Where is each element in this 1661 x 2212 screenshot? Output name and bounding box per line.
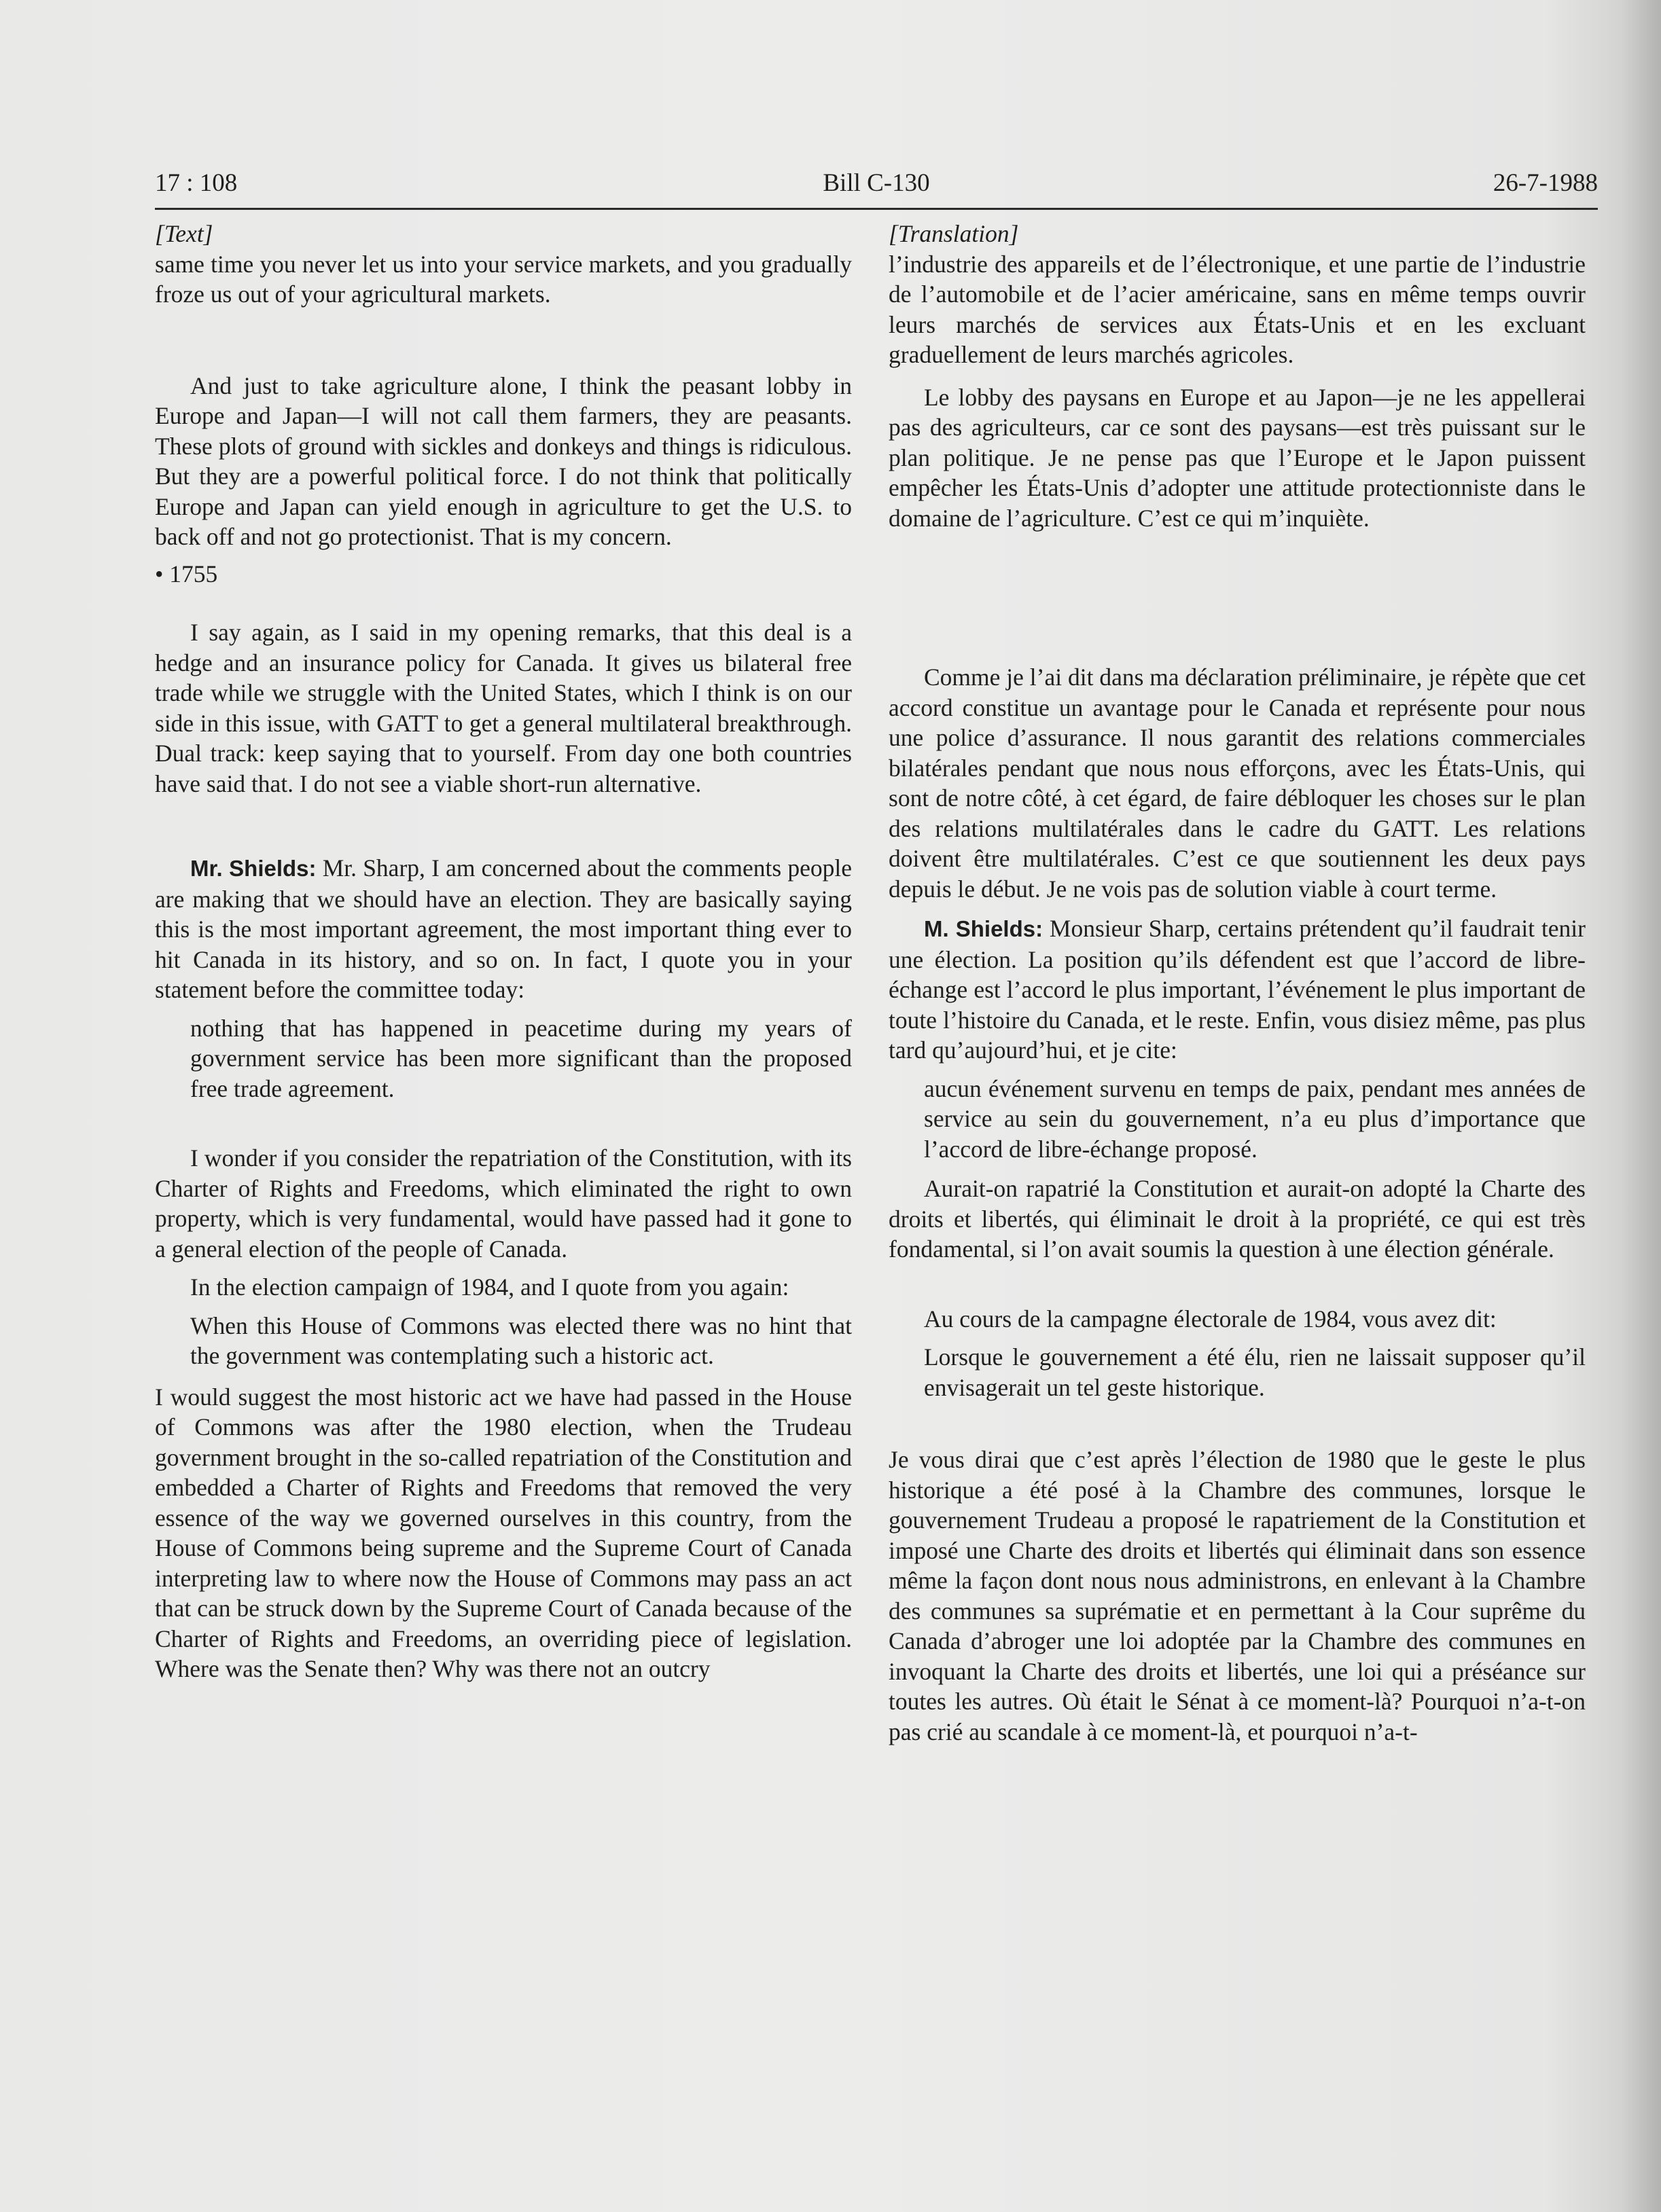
text-label: [Text] xyxy=(155,220,213,247)
paragraph: Aurait-on rapatrié la Constitution et aurait-on adopté la Charte des droits et libertés, qui éliminait le droit à la propriété, ce qui est très fondamental, si l’on avait soumis la question à une élection générale. xyxy=(889,1175,1586,1263)
paragraph: I would suggest the most historic act we have had passed in the House of Commons was after the 1980 election, when the Trudeau government brought in the so-called repatriation of the Constitution and embedded a Charter of Rights and Freedoms that removed the very essence of the way we governed ourselves in this country, from the House of Commons being supreme and the Supreme Court of Canada interpreting law to where now the House of Commons may pass an act that can be struck down by the Supreme Court of Canada because of the Charter of Rights and Freedoms, an overriding piece of legislation. Where was the Senate then? Why was there not an outcry xyxy=(155,1383,852,1682)
paragraph: Le lobby des paysans en Europe et au Japon—je ne les appellerai pas des agriculteurs, car ce sont des paysans—est très puissant sur le plan politique. Je ne pense pas que l’Europe et le Japon puissent empêcher les États-Unis d’adopter une attitude protectionniste dans le domaine de l’agriculture. C’est ce qui m’inquiète. xyxy=(889,383,1586,532)
page-number: 17 : 108 xyxy=(155,169,238,197)
paragraph-shields xyxy=(155,853,852,1005)
page-header xyxy=(155,168,1598,209)
paragraph: I say again, as I said in my opening remarks, that this deal is a hedge and an insurance policy for Canada. It gives us bilateral free trade while we struggle with the United States, which I think is on our side in this issue, with GATT to get a general multilateral breakthrough. Dual track: keep saying that to yourself. From day one both countries have said that. I do not see a viable short-run alternative. xyxy=(155,619,852,797)
english-column xyxy=(155,219,852,1684)
speaker-text: Monsieur Sharp, certains prétendent qu’il faudrait tenir une élection. La position qu’ils défendent est que l’accord de libre-échange est l’accord le plus important, l’événement le plus important de toute l’histoire du Canada, et le reste. Enfin, vous disiez même, pas plus tard qu’aujourd’hui, et je cite: xyxy=(889,915,1586,1064)
page-edge-shadow xyxy=(1620,0,1661,2212)
paragraph: In the election campaign of 1984, and I quote from you again: xyxy=(190,1273,789,1301)
speaker-name: M. Shields: xyxy=(924,916,1043,941)
french-column xyxy=(889,219,1586,1747)
timestamp: • 1755 xyxy=(155,560,218,587)
paragraph: Au cours de la campagne électorale de 1984, vous avez dit: xyxy=(924,1305,1497,1332)
block-quote: aucun événement survenu en temps de paix, pendant mes années de service au sein du gouvernement, n’a eu plus d’importance que l’accord de libre-échange proposé. xyxy=(924,1074,1586,1163)
paragraph: Comme je l’ai dit dans ma déclaration préliminaire, je répète que cet accord constitue un avantage pour le Canada et représente pour nous une police d’assurance. Il nous garantit des relations commerciales bilatérales pendant que nous nous efforçons, avec les États-Unis, qui sont de notre côté, à cet égard, de faire débloquer les choses sur le plan des relations multilatérales dans le cadre du GATT. Les relations doivent être multilatérales. C’est ce que soutiennent les deux pays depuis le début. Je ne vois pas de solution viable à court terme. xyxy=(889,664,1586,903)
bill-title: Bill C-130 xyxy=(823,169,930,197)
paragraph: I wonder if you consider the repatriation of the Constitution, with its Charter of Rights and Freedoms, which eliminated the right to own property, which is very fundamental, would have passed had it gone to a general election of the people of Canada. xyxy=(155,1144,852,1263)
paragraph: l’industrie des appareils et de l’électronique, et une partie de l’industrie de l’automobile et de l’acier américaine, sans en même temps ouvrir leurs marchés de services aux États-Unis et en les excluant graduellement de leurs marchés agricoles. xyxy=(889,250,1586,368)
translation-label: [Translation] xyxy=(889,220,1019,247)
paragraph: And just to take agriculture alone, I think the peasant lobby in Europe and Japan—I will not call them farmers, they are peasants. These plots of ground with sickles and donkeys and things is ridiculous. But they are a powerful political force. I do not think that politically Europe and Japan can yield enough in agriculture to get the U.S. to back off and not go protectionist. That is my concern. xyxy=(155,371,852,550)
paragraph: Je vous dirai que c’est après l’élection de 1980 que le geste le plus historique a été posé à la Chambre des communes, lorsque le gouvernement Trudeau a proposé le rapatriement de la Constitution et imposé une Charte des droits et libertés qui éliminait dans son essence même la façon dont nous nous administrons, en enlevant à la Chambre des communes sa suprématie et en permettant à la Cour suprême du Canada d’abroger une loi adoptée par la Chambre des communes en invoquant la Charte des droits et libertés, une loi qui a préséance sur toutes les autres. Où était le Sénat à ce moment-là? Pourquoi n’a-t-on pas crié au scandale à ce moment-là, et pourquoi n’a-t- xyxy=(889,1446,1586,1745)
paragraph-shields xyxy=(889,913,1586,1066)
speaker-text: Mr. Sharp, I am concerned about the comments people are making that we should have an election. They are basically saying this is the most important agreement, the most important thing ever to hit Canada in its history, and so on. In fact, I quote you in your statement before the committee today: xyxy=(155,854,852,1003)
speaker-name: Mr. Shields: xyxy=(190,856,317,881)
block-quote: Lorsque le gouvernement a été élu, rien ne laissait supposer qu’il envisagerait un tel geste historique. xyxy=(924,1343,1586,1401)
block-quote: nothing that has happened in peacetime during my years of government service has been more significant than the proposed free trade agreement. xyxy=(190,1014,852,1102)
paragraph: same time you never let us into your service markets, and you gradually froze us out of your agricultural markets. xyxy=(155,250,852,308)
header-rule xyxy=(155,208,1598,210)
block-quote: When this House of Commons was elected there was no hint that the government was contemplating such a historic act. xyxy=(190,1311,852,1369)
page-date: 26-7-1988 xyxy=(1493,169,1598,197)
